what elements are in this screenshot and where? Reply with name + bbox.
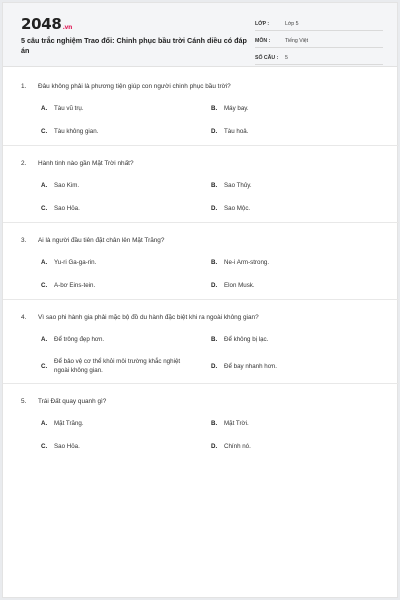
option-row (41, 97, 381, 120)
meta-value: Lớp 5 (285, 20, 299, 27)
option-b[interactable] (211, 104, 381, 113)
option-row (41, 274, 381, 297)
option-d[interactable] (211, 362, 381, 371)
option-letter: C. (41, 362, 48, 370)
option-letter: A. (41, 336, 48, 343)
question-number: 5. (21, 398, 27, 405)
option-a[interactable] (41, 104, 211, 113)
question-divider (3, 383, 399, 384)
question-text (21, 83, 381, 97)
option-letter: C. (41, 205, 48, 212)
option-text: Sao Kim. (54, 182, 80, 189)
option-text: Ne-i Arm-strong. (224, 259, 270, 266)
meta-row-count (255, 51, 383, 65)
question-number: 3. (21, 237, 27, 244)
question-number: 1. (21, 83, 27, 90)
option-c[interactable] (41, 357, 211, 375)
question-3 (21, 237, 381, 300)
document-title: 5 câu trắc nghiệm Trao đổi: Chinh phục bầu trời Cánh diều có đáp án (21, 36, 247, 55)
meta-label: MÔN : (255, 37, 271, 44)
option-b[interactable] (211, 181, 381, 190)
logo-suffix: .vn (62, 24, 73, 31)
option-letter: B. (211, 336, 218, 343)
question-list (21, 83, 381, 458)
question-text (21, 237, 381, 251)
option-letter: C. (41, 282, 48, 289)
meta-value: 5 (285, 54, 288, 61)
option-text: Mặt Trăng. (54, 420, 84, 427)
question-divider (3, 145, 399, 146)
option-a[interactable] (41, 419, 211, 428)
option-letter: C. (41, 443, 48, 450)
option-list (21, 328, 381, 381)
option-letter: D. (211, 362, 218, 370)
question-5 (21, 398, 381, 458)
option-text: Sao Thủy. (224, 182, 252, 189)
option-row (41, 435, 381, 458)
question-divider (3, 222, 399, 223)
option-c[interactable] (41, 442, 211, 451)
meta-label: SỐ CÂU : (255, 54, 279, 61)
header (3, 3, 397, 67)
option-text: Để bay nhanh hơn. (224, 362, 277, 370)
option-row (41, 197, 381, 220)
question-prompt: Trái Đất quay quanh gì? (38, 398, 107, 405)
question-1 (21, 83, 381, 146)
option-text: Để trông đẹp hơn. (54, 336, 105, 343)
option-text: Để bảo vệ cơ thể khỏi môi trường khắc nghiệt ngoài không gian. (54, 358, 181, 374)
option-letter: A. (41, 420, 48, 427)
option-d[interactable] (211, 204, 381, 213)
option-row (41, 328, 381, 351)
option-letter: A. (41, 259, 48, 266)
option-b[interactable] (211, 419, 381, 428)
option-d[interactable] (211, 127, 381, 136)
option-text: Tàu hoả. (224, 128, 249, 135)
option-list (21, 412, 381, 458)
option-text: Sao Mộc. (224, 205, 251, 212)
option-text: Elon Musk. (224, 282, 255, 289)
option-c[interactable] (41, 281, 211, 290)
option-text: Để không bị lạc. (224, 336, 269, 343)
option-letter: B. (211, 105, 218, 112)
question-4 (21, 314, 381, 384)
question-prompt: Đâu không phải là phương tiện giúp con người chinh phục bầu trời? (38, 83, 231, 90)
option-c[interactable] (41, 127, 211, 136)
option-letter: D. (211, 282, 218, 289)
logo-main: 2048 (21, 15, 62, 33)
option-a[interactable] (41, 258, 211, 267)
option-letter: C. (41, 128, 48, 135)
option-text: Chính nó. (224, 443, 251, 450)
option-text: Tàu vũ trụ. (54, 105, 84, 112)
meta-info (255, 17, 383, 68)
question-text (21, 314, 381, 328)
question-divider (3, 299, 399, 300)
option-letter: D. (211, 205, 218, 212)
meta-value: Tiếng Việt (285, 37, 309, 44)
option-b[interactable] (211, 335, 381, 344)
site-logo[interactable] (21, 15, 72, 33)
option-letter: B. (211, 182, 218, 189)
meta-row-subject (255, 34, 383, 48)
option-d[interactable] (211, 442, 381, 451)
option-text: Sao Hỏa. (54, 443, 80, 450)
option-row (41, 251, 381, 274)
question-prompt: Vì sao phi hành gia phải mặc bộ đồ du hành đặc biệt khi ra ngoài không gian? (38, 314, 259, 321)
option-b[interactable] (211, 258, 381, 267)
option-text: Máy bay. (224, 105, 249, 112)
option-row (41, 174, 381, 197)
question-prompt: Hành tinh nào gần Mặt Trời nhất? (38, 160, 134, 167)
question-number: 4. (21, 314, 27, 321)
option-a[interactable] (41, 181, 211, 190)
worksheet-page (2, 2, 398, 598)
option-letter: A. (41, 182, 48, 189)
option-letter: D. (211, 443, 218, 450)
option-letter: B. (211, 420, 218, 427)
option-letter: D. (211, 128, 218, 135)
option-letter: B. (211, 259, 218, 266)
question-text (21, 160, 381, 174)
option-list (21, 251, 381, 297)
option-text: Sao Hỏa. (54, 205, 80, 212)
option-text: A-bơ Eins-tein. (54, 282, 96, 289)
question-prompt: Ai là người đầu tiên đặt chân lên Mặt Trăng? (38, 237, 165, 244)
option-row (41, 412, 381, 435)
question-text (21, 398, 381, 412)
question-number: 2. (21, 160, 27, 167)
option-text: Tàu không gian. (54, 128, 99, 135)
meta-row-grade (255, 17, 383, 31)
option-d[interactable] (211, 281, 381, 290)
option-row (41, 120, 381, 143)
option-c[interactable] (41, 204, 211, 213)
option-text: Yu-ri Ga-ga-rin. (54, 259, 97, 266)
option-list (21, 174, 381, 220)
option-letter: A. (41, 105, 48, 112)
question-2 (21, 160, 381, 223)
option-a[interactable] (41, 335, 211, 344)
option-row (41, 351, 381, 381)
option-text: Mặt Trời. (224, 420, 249, 427)
option-list (21, 97, 381, 143)
meta-label: LỚP : (255, 20, 270, 27)
